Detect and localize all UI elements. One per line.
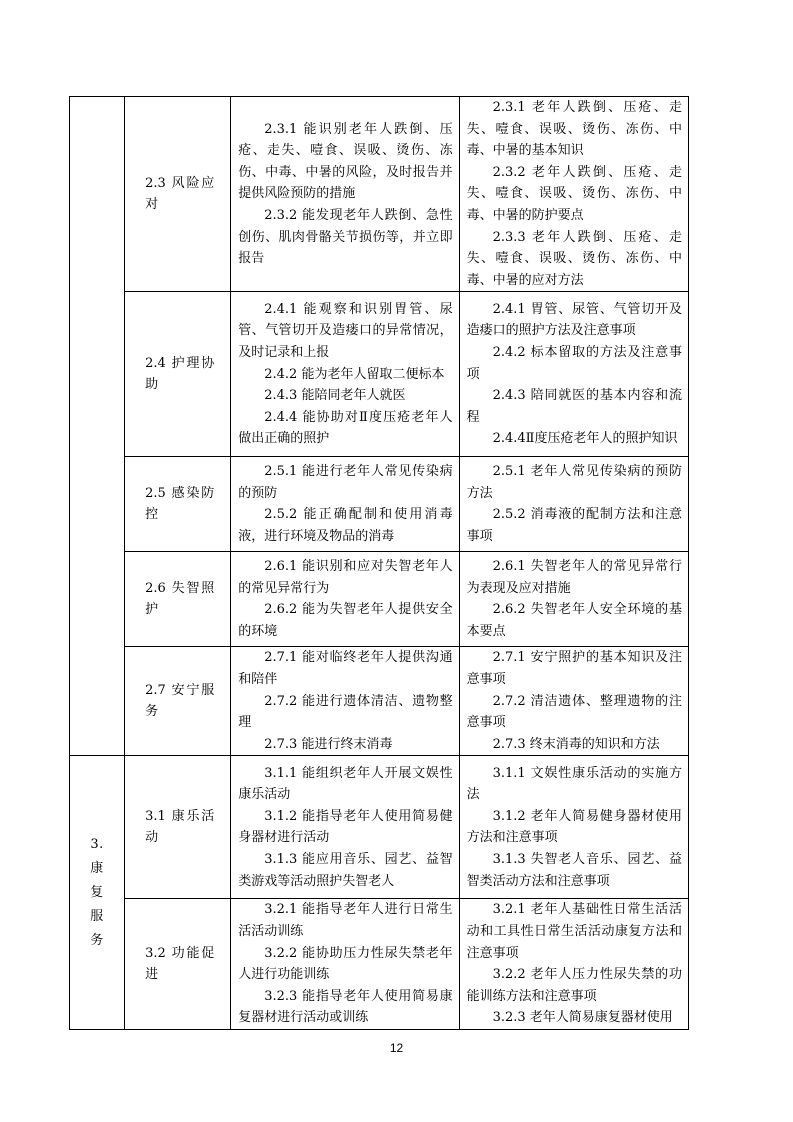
module-label-line: 康 — [90, 860, 104, 876]
skill-item: 2.5.1 能进行老年人常见传染病的预防 — [238, 464, 453, 501]
module-cell-continued — [70, 97, 125, 756]
skill-item: 2.5.2 能正确配制和使用消毒液，进行环境及物品的消毒 — [238, 507, 453, 544]
knowledge-item: 3.1.2 老年人简易健身器材使用方法和注意事项 — [466, 808, 682, 846]
module-cell — [70, 756, 125, 1030]
skill-item: 2.7.3 能进行终末消毒 — [264, 736, 393, 752]
knowledge-item: 3.1.1 文娱性康乐活动的实施方法 — [466, 765, 682, 803]
knowledge-item: 2.4.1 胃管、尿管、气管切开及造瘘口的照护方法及注意事项 — [466, 301, 682, 339]
knowledge-requirements-cell — [459, 756, 688, 899]
work-unit-cell: 2.4 护理协助 — [125, 292, 231, 457]
knowledge-item: 2.5.1 老年人常见传染病的预防方法 — [466, 464, 682, 501]
skill-item: 2.3.2 能发现老年人跌倒、急性创伤、肌肉骨骼关节损伤等，并立即报告 — [238, 207, 453, 267]
work-unit-cell: 2.3 风险应对 — [125, 97, 231, 292]
work-unit-cell: 2.6 失智照护 — [125, 552, 231, 647]
knowledge-item: 2.7.1 安宁照护的基本知识及注意事项 — [466, 650, 682, 687]
knowledge-item: 2.6.2 失智老年人安全环境的基本要点 — [466, 602, 682, 639]
skill-item: 3.2.3 能指导老年人使用简易康复器材进行活动或训练 — [238, 988, 453, 1026]
standards-table — [69, 96, 689, 1030]
table-row — [70, 552, 689, 647]
skill-item: 2.7.2 能进行遗体清洁、遗物整理 — [238, 693, 453, 731]
knowledge-requirements-cell — [459, 97, 688, 292]
knowledge-item: 3.2.3 老年人简易康复器材使用 — [492, 1010, 673, 1026]
knowledge-requirements-cell — [459, 292, 688, 457]
skill-item: 3.1.1 能组织老年人开展文娱性康乐活动 — [238, 765, 453, 803]
skill-requirements-cell — [231, 552, 459, 647]
skill-item: 2.4.4 能协助对Ⅱ度压疮老年人做出正确的照护 — [238, 409, 453, 447]
skill-item: 3.1.3 能应用音乐、园艺、益智类游戏等活动照护失智老人 — [238, 851, 453, 889]
skill-item: 2.4.1 能观察和识别胃管、尿管、气管切开及造瘘口的异常情况，及时记录和上报 — [238, 301, 453, 360]
skill-item: 2.4.2 能为老年人留取二便标本 — [264, 366, 445, 382]
knowledge-item: 2.3.2 老年人跌倒、压疮、走失、噎食、误吸、烫伤、冻伤、中毒、中暑的防护要点 — [466, 164, 682, 223]
table-row — [70, 647, 689, 756]
module-label-line: 务 — [90, 932, 104, 948]
knowledge-item: 3.1.3 失智老人音乐、园艺、益智类活动方法和注意事项 — [466, 851, 682, 889]
knowledge-item: 2.7.3 终末消毒的知识和方法 — [492, 736, 660, 752]
knowledge-item: 2.3.3 老年人跌倒、压疮、走失、噎食、误吸、烫伤、冻伤、中毒、中暑的应对方法 — [466, 229, 682, 288]
knowledge-item: 3.2.1 老年人基础性日常生活活动和工具性日常生活活动康复方法和注意事项 — [466, 902, 682, 961]
skill-item: 3.1.2 能指导老年人使用简易健身器材进行活动 — [238, 808, 453, 846]
knowledge-item: 2.6.1 失智老年人的常见异常行为表现及应对措施 — [466, 559, 682, 596]
skill-requirements-cell — [231, 97, 459, 292]
skill-item: 3.2.2 能协助压力性尿失禁老年人进行功能训练 — [238, 945, 453, 983]
knowledge-item: 2.3.1 老年人跌倒、压疮、走失、噎食、误吸、烫伤、冻伤、中毒、中暑的基本知识 — [466, 100, 682, 159]
skill-requirements-cell — [231, 457, 459, 552]
knowledge-item: 2.4.3 陪同就医的基本内容和流程 — [466, 388, 682, 425]
knowledge-requirements-cell — [459, 457, 688, 552]
skill-requirements-cell — [231, 647, 459, 756]
table-row — [70, 292, 689, 457]
knowledge-requirements-cell — [459, 899, 688, 1030]
module-label-line: 3. — [90, 836, 104, 852]
knowledge-item: 3.2.2 老年人压力性尿失禁的功能训练方法和注意事项 — [466, 967, 682, 1004]
work-unit-cell: 3.2 功能促进 — [125, 899, 231, 1030]
skill-item: 2.6.1 能识别和应对失智老年人的常见异常行为 — [238, 559, 453, 596]
knowledge-item: 2.4.2 标本留取的方法及注意事项 — [466, 344, 682, 382]
skill-item: 3.2.1 能指导老年人进行日常生活活动训练 — [238, 902, 453, 939]
work-unit-cell: 3.1 康乐活动 — [125, 756, 231, 899]
work-unit-cell: 2.7 安宁服务 — [125, 647, 231, 756]
module-label — [90, 833, 104, 953]
skill-requirements-cell — [231, 292, 459, 457]
knowledge-requirements-cell — [459, 552, 688, 647]
module-label-line: 复 — [90, 884, 104, 900]
knowledge-requirements-cell — [459, 647, 688, 756]
table-row — [70, 97, 689, 292]
skill-item: 2.3.1 能识别老年人跌倒、压疮、走失、噎食、误吸、烫伤、冻伤、中毒、中暑的风险，及时报告并提供风险预防的措施 — [238, 121, 453, 202]
skill-item: 2.7.1 能对临终老年人提供沟通和陪伴 — [238, 650, 453, 687]
skill-requirements-cell — [231, 756, 459, 899]
work-unit-cell: 2.5 感染防控 — [125, 457, 231, 552]
table-row — [70, 756, 689, 899]
knowledge-item: 2.4.4Ⅱ度压疮老年人的照护知识 — [492, 431, 678, 447]
skill-item: 2.4.3 能陪同老年人就医 — [264, 388, 406, 404]
page-number: 12 — [389, 1041, 404, 1055]
module-label-line: 服 — [90, 908, 104, 924]
knowledge-item: 2.5.2 消毒液的配制方法和注意事项 — [466, 507, 682, 544]
table-row — [70, 899, 689, 1030]
knowledge-item: 2.7.2 清洁遗体、整理遗物的注意事项 — [466, 693, 682, 731]
skill-requirements-cell — [231, 899, 459, 1030]
skill-item: 2.6.2 能为失智老年人提供安全的环境 — [238, 602, 453, 639]
table-row — [70, 457, 689, 552]
